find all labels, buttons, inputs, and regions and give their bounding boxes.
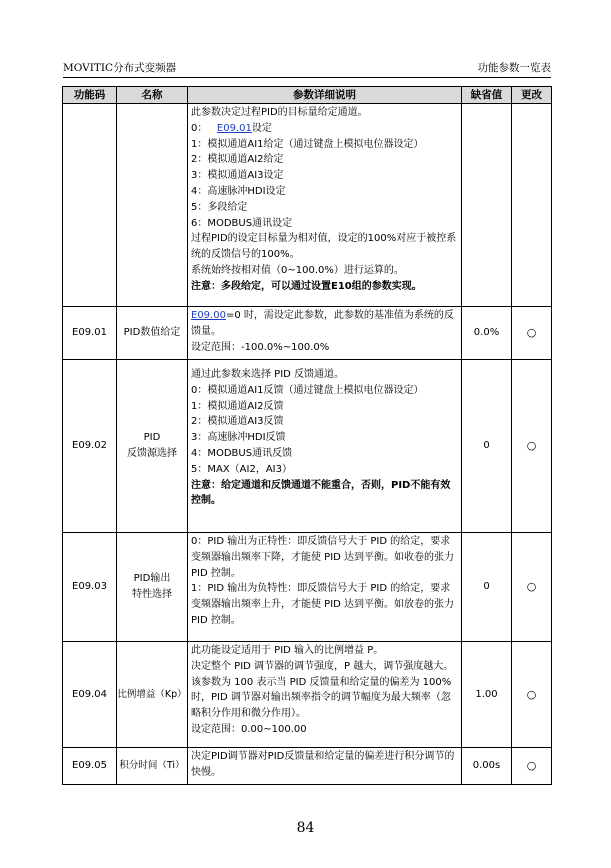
- cell-default: 0.0%: [462, 307, 512, 360]
- cell-code: E09.01: [63, 307, 117, 360]
- cell-name: 积分时间（Ti）: [117, 748, 188, 785]
- cell-desc: 0：PID 输出为正特性：即反馈信号大于 PID 的给定，要求变频器输出频率下降，才能使 PID 达到平衡。如收卷的张力 PID 控制。 1：PID 输出为负特性：即反馈信号大于 PID 的给定，要求变频器输出频率上升，才能使 PID 达到平衡。如放卷的张力 PID 控制。: [188, 533, 462, 642]
- cell-default: 0: [462, 533, 512, 642]
- header-rule: [63, 77, 551, 78]
- cell-default: 0: [462, 360, 512, 533]
- cell-desc: 通过此参数来选择 PID 反馈通道。 0：模拟通道AI1反馈（通过键盘上模拟电位器设定） 1：模拟通道AI2反馈 2：模拟通道AI3反馈 3：高速脉冲HDI反馈 4：MODBUS通讯反馈 5：MAX（AI2，AI3） 注意：给定通道和反馈通道不能重合，否则，PID不能有效控制。: [188, 360, 462, 533]
- col-header-default: 缺省值: [462, 87, 512, 104]
- table-row: [63, 360, 552, 533]
- cell-code: [63, 104, 117, 307]
- note: 注意：给定通道和反馈通道不能重合，否则，PID不能有效控制。: [191, 479, 451, 507]
- table-row: [63, 533, 552, 642]
- page-number: 84: [296, 820, 315, 836]
- col-header-name: 名称: [117, 87, 188, 104]
- col-header-desc: 参数详细说明: [188, 87, 462, 104]
- cell-change: ○: [512, 642, 552, 748]
- cell-change: ○: [512, 307, 552, 360]
- cell-name: [117, 104, 188, 307]
- cell-default: 1.00: [462, 642, 512, 748]
- parameter-table: [62, 86, 552, 785]
- link-e0900[interactable]: E09.00: [191, 310, 226, 321]
- section-title: 功能参数一览表: [477, 62, 551, 74]
- col-header-change: 更改: [512, 87, 552, 104]
- cell-desc: 此参数决定过程PID的目标量给定通道。 0： E09.01设定 1：模拟通道AI1给定（通过键盘上模拟电位器设定） 2：模拟通道AI2给定 3：模拟通道AI3设定 4：高速脉冲HDI设定 5：多段给定 6：MODBUS通讯设定 过程PID的设定目标量为相对值，设定的100%对应于被控系统的反馈信号的100%。 系统始终按相对值（0~100.0%）进行运算的。 注意：多段给定，可以通过设置E10组的参数实现。: [188, 104, 462, 307]
- cell-desc: 此功能设定适用于 PID 输入的比例增益 P。 决定整个 PID 调节器的调节强度，P 越大，调节强度越大。该参数为 100 表示当 PID 反馈量和给定量的偏差为 100%时，PID 调节器对输出频率指令的调节幅度为最大频率（忽略积分作用和微分作用）。 设定范围：0.00~100.00: [188, 642, 462, 748]
- cell-code: E09.02: [63, 360, 117, 533]
- link-e0901[interactable]: E09.01: [216, 122, 252, 134]
- cell-default: 0.00s: [462, 748, 512, 785]
- table-row: [63, 748, 552, 785]
- cell-change: [512, 104, 552, 307]
- cell-code: E09.05: [63, 748, 117, 785]
- cell-desc: 决定PID调节器对PID反馈量和给定量的偏差进行积分调节的快慢。: [188, 748, 462, 785]
- cell-change: ○: [512, 748, 552, 785]
- cell-desc: E09.00=0 时，需设定此参数，此参数的基准值为系统的反馈量。 设定范围：-100.0%~100.0%: [188, 307, 462, 360]
- cell-name: 比例增益（Kp）: [117, 642, 188, 748]
- table-row: [63, 642, 552, 748]
- table-row: [63, 307, 552, 360]
- cell-code: E09.04: [63, 642, 117, 748]
- cell-default: [462, 104, 512, 307]
- note: 注意：多段给定，可以通过设置E10组的参数实现。: [191, 280, 422, 292]
- col-header-code: 功能码: [63, 87, 117, 104]
- doc-title: MOVITIC分布式变频器: [63, 62, 177, 74]
- table-header-row: [63, 87, 552, 104]
- cell-code: E09.03: [63, 533, 117, 642]
- cell-change: ○: [512, 360, 552, 533]
- table-row: [63, 104, 552, 307]
- cell-name: PID输出 特性选择: [117, 533, 188, 642]
- cell-name: PID数值给定: [117, 307, 188, 360]
- page-header: [63, 58, 551, 76]
- cell-change: ○: [512, 533, 552, 642]
- cell-name: PID 反馈源选择: [117, 360, 188, 533]
